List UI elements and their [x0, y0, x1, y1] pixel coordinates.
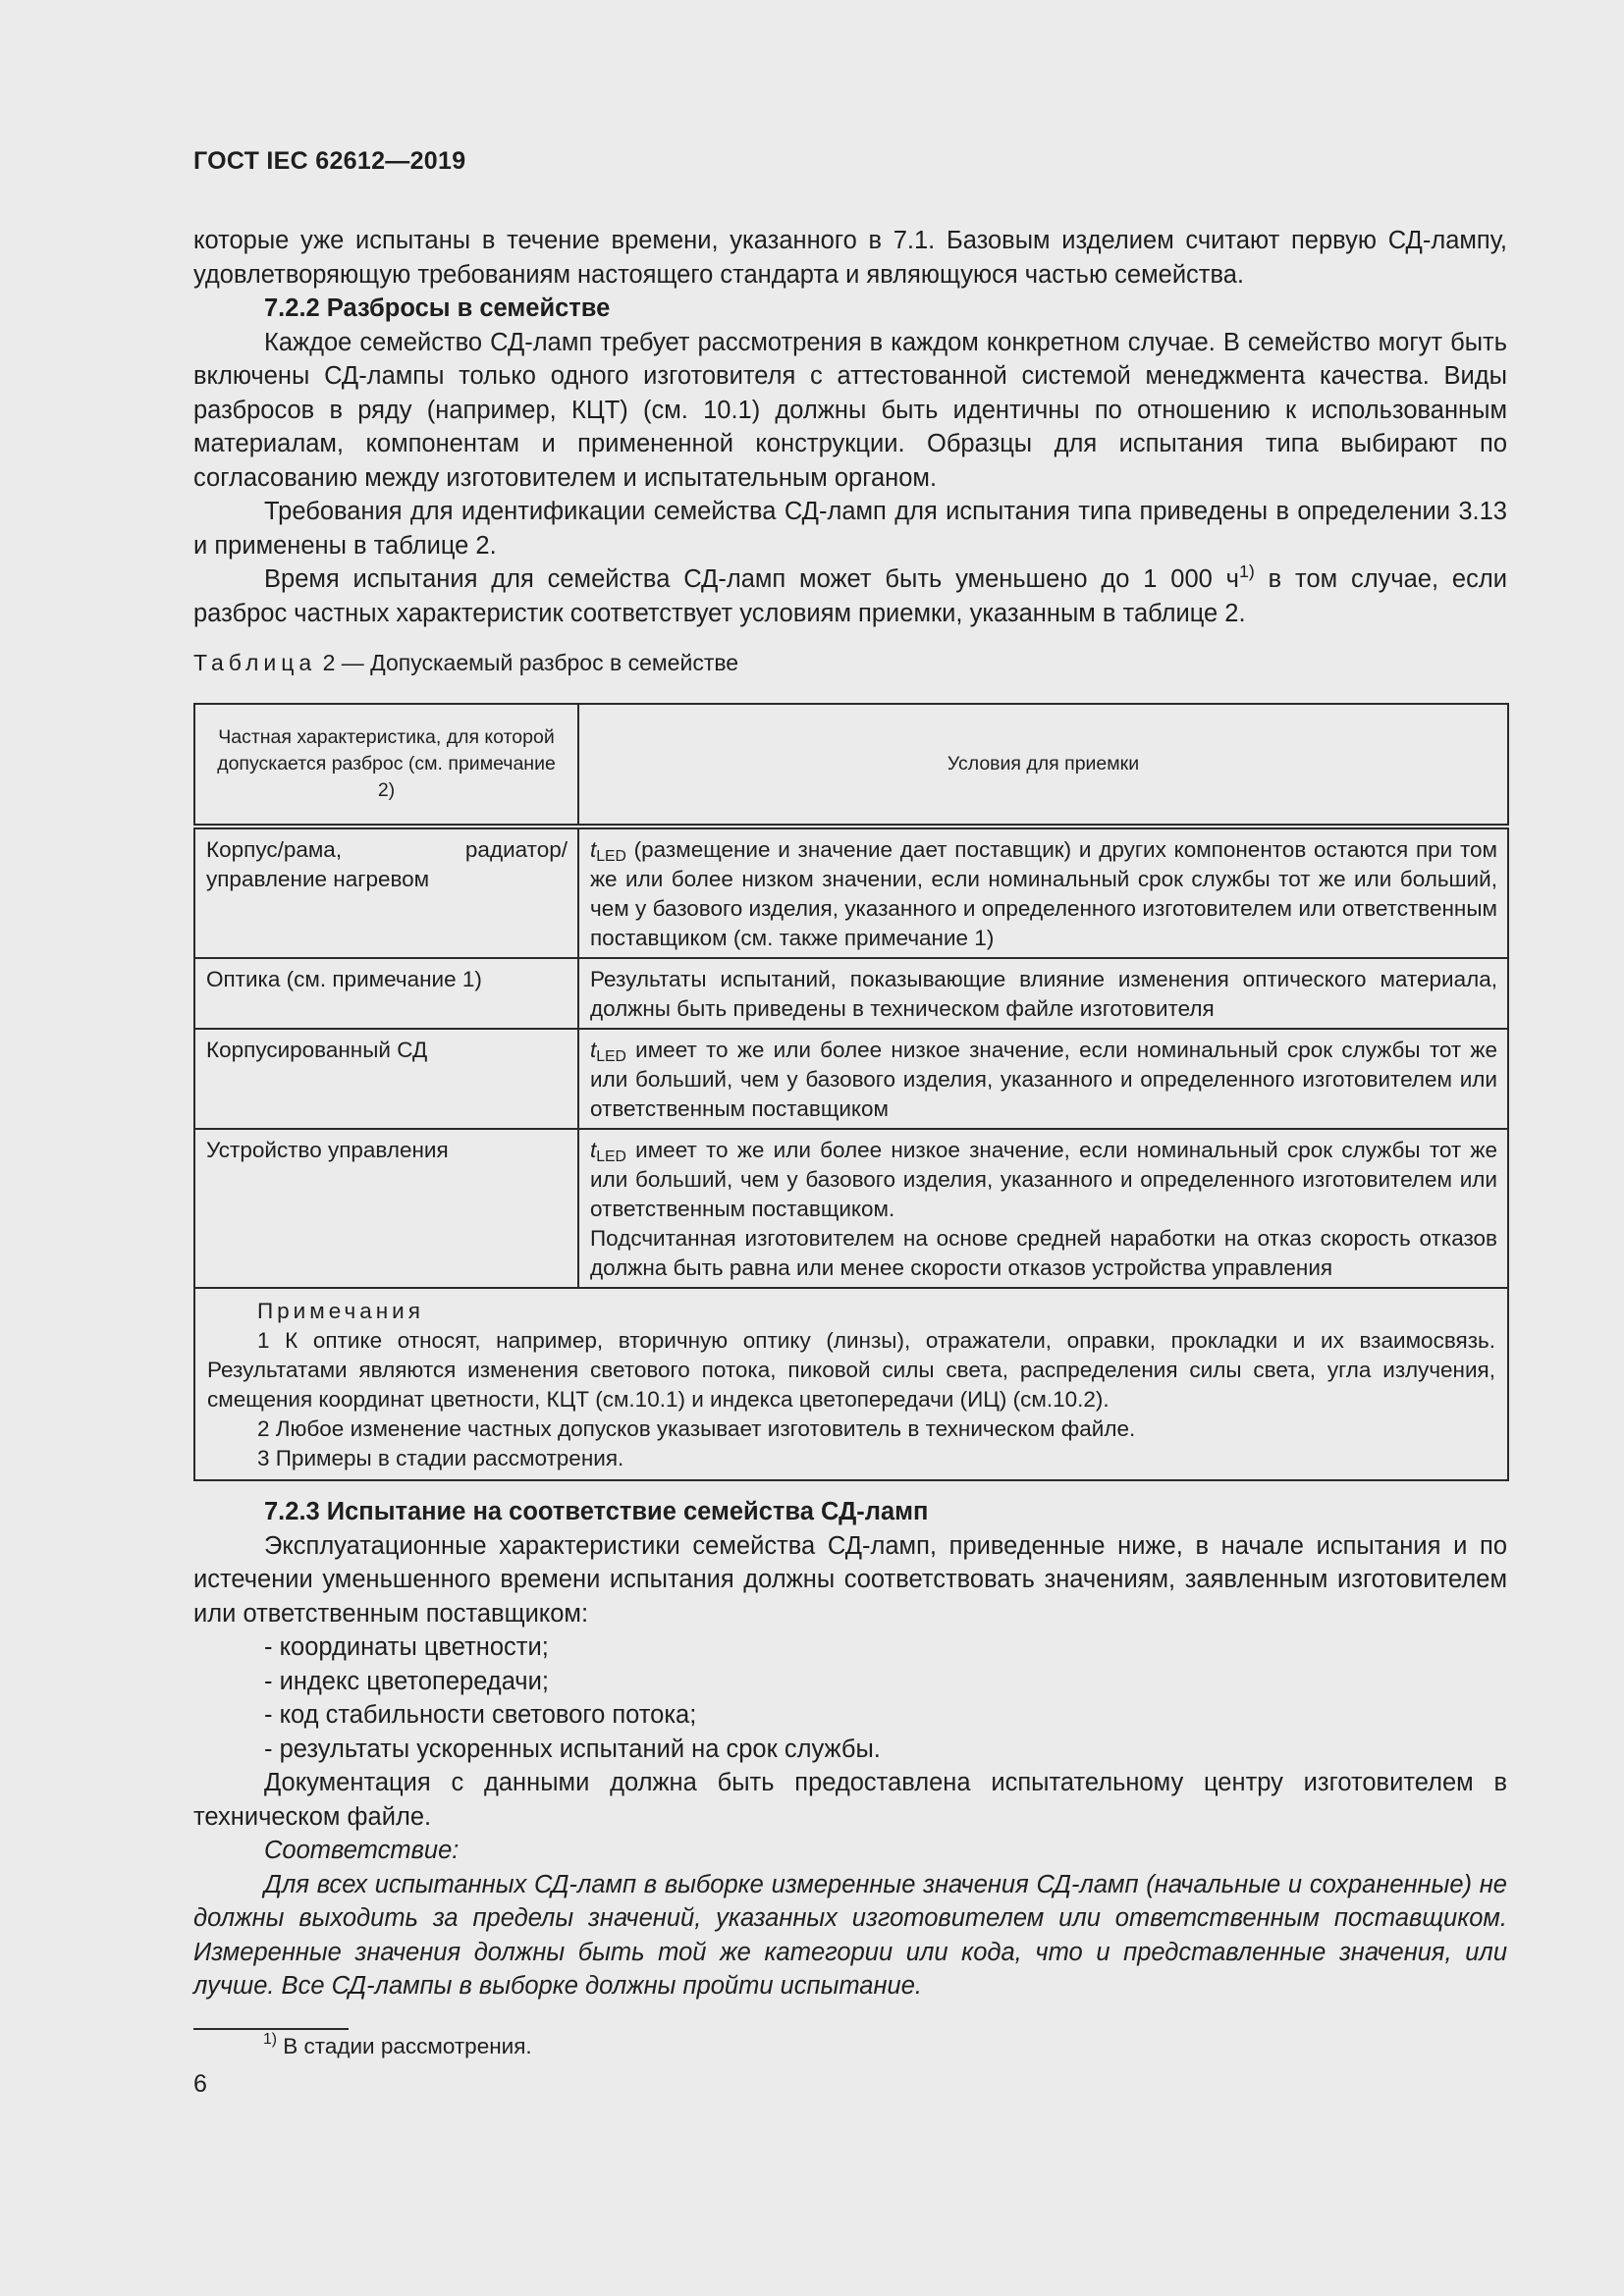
- column-header: Частная характеристика, для которой допускается разброс (см. примечание 2): [194, 704, 578, 827]
- footnote-text: В стадии рассмотрения.: [277, 2034, 532, 2058]
- table-cell: Устройство управления: [194, 1129, 578, 1288]
- table-cell: [578, 827, 1508, 958]
- table-cell: Оптика (см. примечание 1): [194, 958, 578, 1029]
- cell-text: Подсчитанная изготовителем на основе средней наработки на отказ скорость отказов должна быть равна или менее скорости отказов устройства управления: [590, 1226, 1497, 1280]
- symbol-subscript: LED: [596, 1148, 626, 1165]
- notes-title: Примечания: [257, 1299, 424, 1323]
- list-item: - индекс цветопередачи;: [264, 1667, 549, 1695]
- paragraph: Каждое семейство СД-ламп требует рассмотрения в каждом конкретном случае. В семейство могут быть включены СД-лампы только одного изготовителя с аттестованной системой менеджмента качества. Виды разбросов в ряду (например, КЦТ) (см. 10.1) должны быть идентичны по отношению к использованным материалам, компонентам и примененной конструкции. Образцы для испытания типа выбирают по согласованию между изготовителем и испытательным органом.: [193, 328, 1507, 492]
- table-caption-label: Таблица: [193, 650, 317, 675]
- cell-text: имеет то же или более низкое значение, если номинальный срок службы тот же или больший, чем у базового изделия, указанного и определенного изготовителем или ответственным поставщиком: [590, 1038, 1497, 1121]
- symbol-subscript: LED: [596, 848, 626, 865]
- variation-table: [193, 703, 1509, 1481]
- table-row: [194, 827, 1508, 958]
- paragraph: Эксплуатационные характеристики семейства СД-ламп, приведенные ниже, в начале испытания и по истечении уменьшенного времени испытания должны соответствовать значениям, заявленным изготовителем или ответственным поставщиком:: [193, 1531, 1507, 1628]
- symbol-t: t: [590, 837, 597, 862]
- document-header: ГОСТ IEC 62612—2019: [193, 147, 466, 175]
- list-item: - координаты цветности;: [264, 1633, 549, 1661]
- footnote-mark: 1): [263, 2031, 278, 2048]
- symbol-subscript: LED: [596, 1048, 626, 1065]
- cell-text: (размещение и значение дает поставщик) и других компонентов остаются при том же или более низком значении, если номинальный срок службы тот же или больший, чем у базового изделия, указанного и определенного изготовителем или ответственным поставщиком (см. также примечание 1): [590, 837, 1497, 950]
- table-row: [194, 1129, 1508, 1288]
- paragraph-continuation: которые уже испытаны в течение времени, указанного в 7.1. Базовым изделием считают первую СД-лампу, удовлетворяющую требованиям настоящего стандарта и являющуюся частью семейства.: [193, 227, 1507, 289]
- table-cell: [578, 1029, 1508, 1129]
- table-row: [194, 958, 1508, 1029]
- intro-section: [193, 224, 1507, 630]
- paragraph: Документация с данными должна быть предоставлена испытательному центру изготовителем в техническом файле.: [193, 1769, 1507, 1831]
- footnote-separator: [193, 2028, 349, 2030]
- table-notes-row: [194, 1288, 1508, 1480]
- table-cell: Результаты испытаний, показывающие влияние изменения оптического материала, должны быть приведены в техническом файле изготовителя: [578, 958, 1508, 1029]
- section-7-2-3: [193, 1495, 1507, 2003]
- table-cell: Корпус/рама, радиатор/управление нагревом: [194, 827, 578, 958]
- paragraph-text: в том случае, если разброс частных характеристик соответствует условиям приемки, указанным в таблице 2.: [193, 565, 1507, 627]
- table-caption-text: 2 — Допускаемый разброс в семействе: [316, 650, 739, 675]
- note: 1 К оптике относят, например, вторичную оптику (линзы), отражатели, оправки, прокладки и их взаимосвязь. Результатами являются изменения светового потока, пиковой силы света, распределения силы света, угла излучения, смещения координат цветности, КЦТ (см.10.1) и индекса цветопередачи (ИЦ) (см.10.2).: [207, 1328, 1495, 1412]
- heading-7-2-3: 7.2.3 Испытание на соответствие семейства СД-ламп: [264, 1498, 929, 1525]
- table-caption: [193, 650, 738, 676]
- conformity-label: Соответствие:: [264, 1837, 460, 1864]
- column-header: Условия для приемки: [578, 704, 1508, 827]
- paragraph-text: Время испытания для семейства СД-ламп может быть уменьшено до 1 000 ч: [264, 565, 1239, 593]
- list-item: - код стабильности светового потока;: [264, 1701, 697, 1729]
- symbol-t: t: [590, 1038, 597, 1062]
- note: 3 Примеры в стадии рассмотрения.: [257, 1446, 624, 1470]
- footnote: [263, 2031, 532, 2059]
- note: 2 Любое изменение частных допусков указывает изготовитель в техническом файле.: [257, 1416, 1136, 1441]
- conformity-text: Для всех испытанных СД-ламп в выборке измеренные значения СД-ламп (начальные и сохраненные) не должны выходить за пределы значений, указанных изготовителем или ответственным поставщиком. Измеренные значения должны быть той же категории или кода, что и представленные значения, или лучше. Все СД-лампы в выборке должны пройти испытание.: [193, 1870, 1507, 2000]
- paragraph: [193, 562, 1507, 630]
- heading-7-2-2: 7.2.2 Разбросы в семействе: [264, 294, 611, 322]
- footnote-ref[interactable]: 1): [1238, 561, 1255, 581]
- table-cell: Корпусированный СД: [194, 1029, 578, 1129]
- page-number: 6: [193, 2070, 207, 2098]
- cell-text: имеет то же или более низкое значение, если номинальный срок службы тот же или больший, чем у базового изделия, указанного и определенного изготовителем или ответственным поставщиком.: [590, 1138, 1497, 1221]
- table-row: [194, 1029, 1508, 1129]
- table-notes: [194, 1288, 1508, 1480]
- symbol-t: t: [590, 1138, 597, 1162]
- list-item: - результаты ускоренных испытаний на срок службы.: [264, 1735, 881, 1763]
- paragraph: Требования для идентификации семейства СД-ламп для испытания типа приведены в определении 3.13 и применены в таблице 2.: [193, 498, 1507, 560]
- table-cell: [578, 1129, 1508, 1288]
- table-header-row: [194, 704, 1508, 827]
